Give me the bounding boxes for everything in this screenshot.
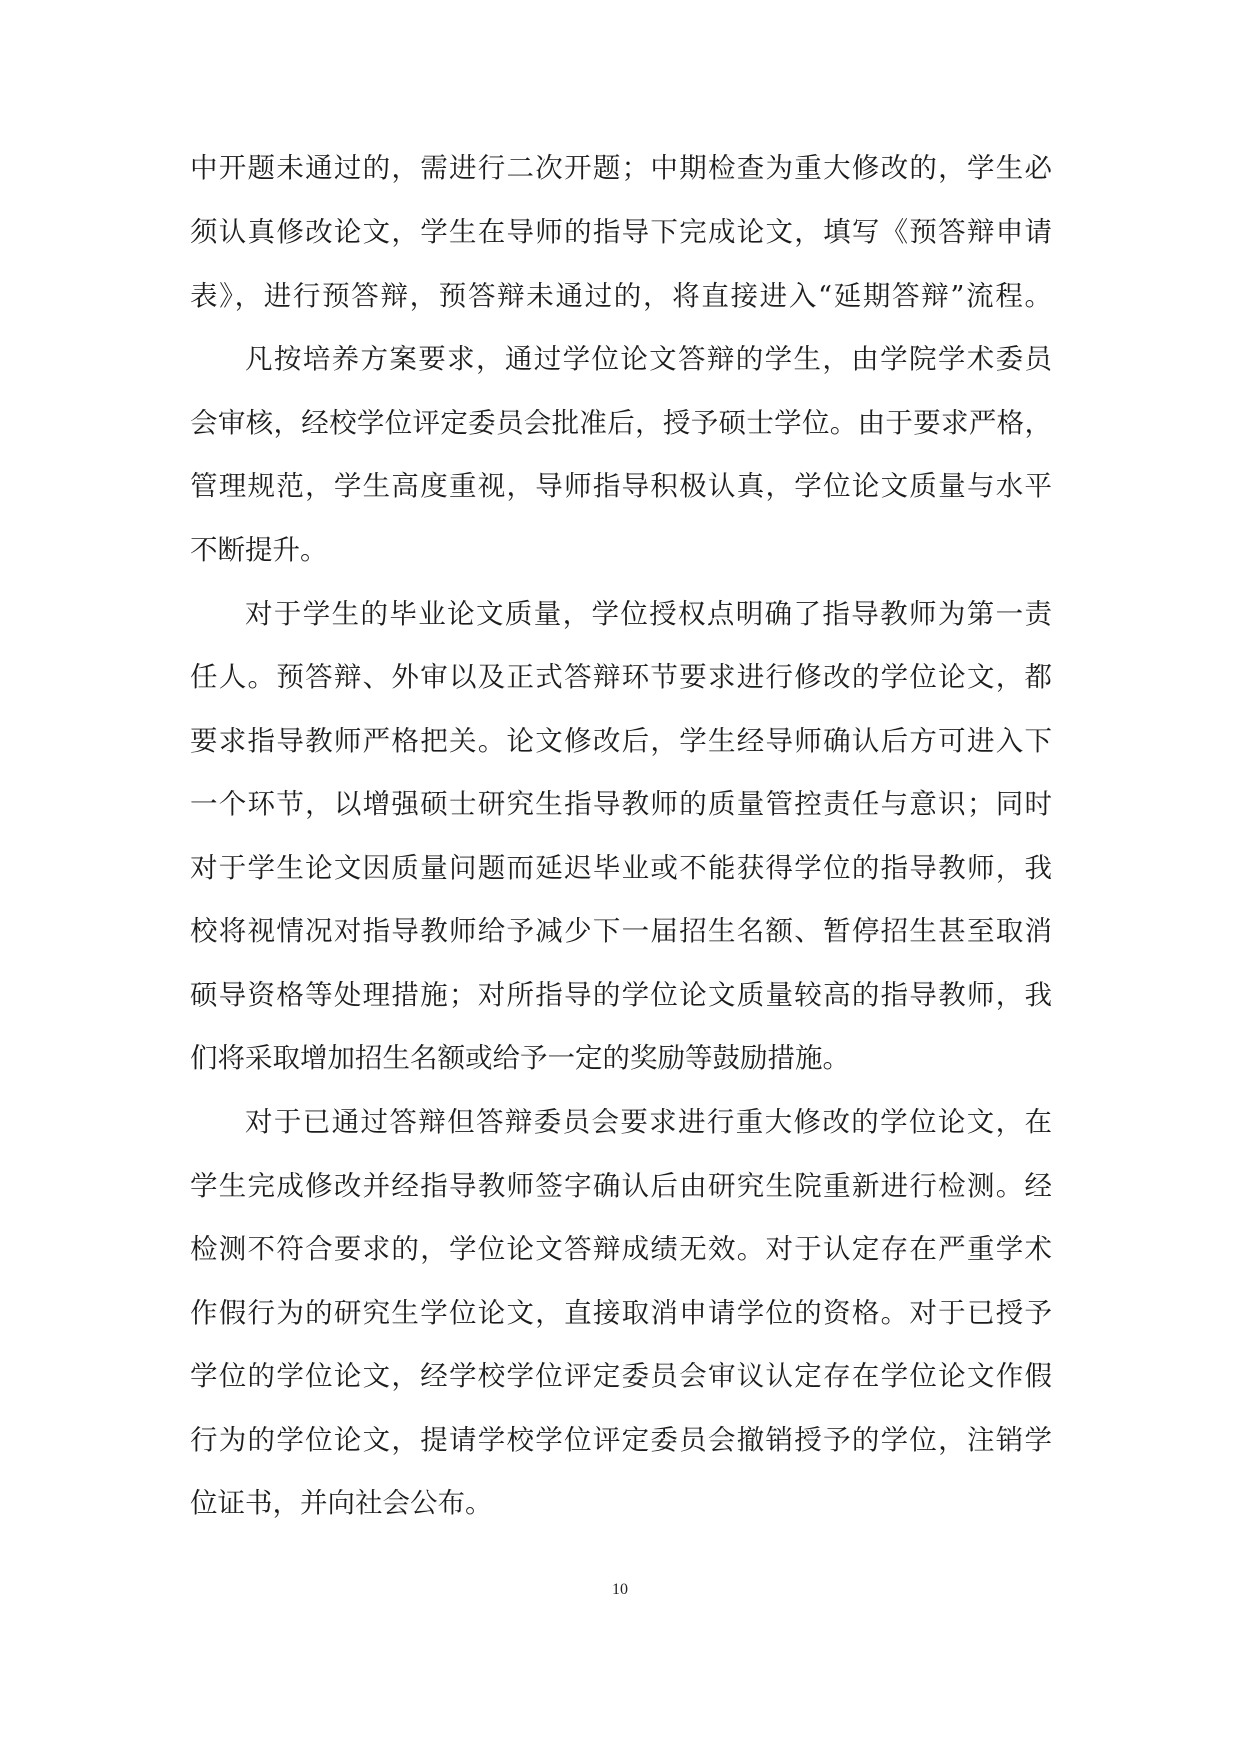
paragraph-2-line-4: 不断提升。: [190, 534, 328, 566]
paragraph-3-line-3: 要求指导教师严格把关。论文修改后，学生经导师确认后方可进入下: [190, 725, 1052, 757]
paragraph-4-line-6: 行为的学位论文，提请学校学位评定委员会撤销授予的学位，注销学: [190, 1424, 1052, 1456]
paragraph-4-line-2: 学生完成修改并经指导教师签字确认后由研究生院重新进行检测。经: [190, 1170, 1052, 1202]
paragraph-4-line-5: 学位的学位论文，经学校学位评定委员会审议认定存在学位论文作假: [190, 1360, 1052, 1392]
paragraph-3-line-8: 们将采取增加招生名额或给予一定的奖励等鼓励措施。: [190, 1042, 850, 1074]
paragraph-2-line-2: 会审核，经校学位评定委员会批准后，授予硕士学位。由于要求严格，: [190, 407, 1052, 439]
paragraph-2-line-1: 凡按培养方案要求，通过学位论文答辩的学生，由学院学术委员: [245, 343, 1052, 375]
paragraph-2-line-3: 管理规范，学生高度重视，导师指导积极认真，学位论文质量与水平: [190, 470, 1052, 502]
paragraph-1-line-2: 须认真修改论文，学生在导师的指导下完成论文，填写《预答辩申请: [190, 216, 1052, 248]
paragraph-4-line-3: 检测不符合要求的，学位论文答辩成绩无效。对于认定存在严重学术: [190, 1233, 1052, 1265]
paragraph-3-line-6: 校将视情况对指导教师给予减少下一届招生名额、暂停招生甚至取消: [190, 915, 1052, 947]
paragraph-3-line-1: 对于学生的毕业论文质量，学位授权点明确了指导教师为第一责: [245, 598, 1052, 630]
paragraph-4-line-1: 对于已通过答辩但答辩委员会要求进行重大修改的学位论文，在: [245, 1106, 1052, 1138]
paragraph-3-line-2: 任人。预答辩、外审以及正式答辩环节要求进行修改的学位论文，都: [190, 661, 1052, 693]
paragraph-3-line-4: 一个环节，以增强硕士研究生指导教师的质量管控责任与意识；同时: [190, 788, 1052, 820]
paragraph-1-line-3: 表》，进行预答辩，预答辩未通过的，将直接进入“延期答辩”流程。: [190, 280, 1052, 312]
page-number: 10: [612, 1581, 628, 1598]
paragraph-1-line-1: 中开题未通过的，需进行二次开题；中期检查为重大修改的，学生必: [190, 152, 1052, 184]
paragraph-3-line-5: 对于学生论文因质量问题而延迟毕业或不能获得学位的指导教师，我: [190, 852, 1052, 884]
paragraph-3-line-7: 硕导资格等处理措施；对所指导的学位论文质量较高的指导教师，我: [190, 979, 1052, 1011]
paragraph-4-line-4: 作假行为的研究生学位论文，直接取消申请学位的资格。对于已授予: [190, 1297, 1052, 1329]
paragraph-4-line-7: 位证书，并向社会公布。: [190, 1487, 493, 1519]
